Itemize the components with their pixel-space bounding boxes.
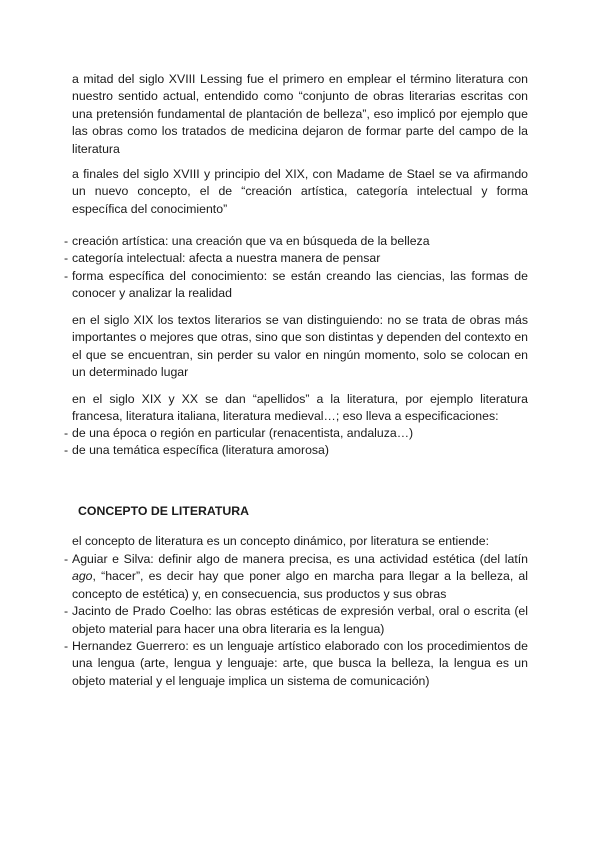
list-dash: - bbox=[64, 639, 69, 654]
list-dash: - bbox=[64, 604, 69, 619]
section-heading: CONCEPTO DE LITERATURA bbox=[78, 504, 250, 518]
list-item: - creación artística: una creación que va en búsqueda de la belleza bbox=[64, 233, 528, 250]
paragraph-apellidos: en el siglo XIX y XX se dan “apellidos” a la literatura, por ejemplo literatura francesa, literatura italiana, literatura medieval…; eso lleva a especificaciones: bbox=[72, 392, 528, 424]
paragraph-concepto-dinamico: el concepto de literatura es un concepto dinámico, por literatura se entiende: bbox=[72, 534, 489, 548]
paragraph-siglo-xix: en el siglo XIX los textos literarios se van distinguiendo: no se trata de obras más importantes o mejores que otras, sino que son distintas y dependen del contexto en el que se encuentran, sin perder su valor en ningún momento, solo se colocan en un determinado lugar bbox=[72, 313, 528, 380]
list-dash: - bbox=[64, 443, 69, 458]
list-item: - categoría intelectual: afecta a nuestra manera de pensar bbox=[64, 250, 528, 267]
list-dash: - bbox=[64, 268, 69, 283]
list-item-coelho: - Jacinto de Prado Coelho: las obras estéticas de expresión verbal, oral o escrita (el objeto material para hacer una obra literaria es la lengua) bbox=[64, 604, 528, 636]
list-item: - de una época o región en particular (renacentista, andaluza…) bbox=[64, 425, 528, 442]
list-item: - forma específica del conocimiento: se están creando las ciencias, las formas de conocer y analizar la realidad bbox=[64, 268, 528, 301]
paragraph-madame-de-stael: a finales del siglo XVIII y principio del XIX, con Madame de Stael se va afirmando un nuevo concepto, el de “creación artística, categoría intelectual y forma específica del conocimiento” bbox=[72, 167, 528, 216]
list-item-aguiar: - Aguiar e Silva: definir algo de manera precisa, es una actividad estética (del latín ago, “hacer”, es decir hay que poner algo en marcha para llegar a la belleza, al concepto de estética) y, en consecuencia, sus productos y sus obras bbox=[64, 552, 528, 601]
list-specifications bbox=[64, 425, 528, 460]
list-concept-aspects bbox=[64, 233, 528, 303]
list-dash: - bbox=[64, 426, 69, 440]
paragraph-lessing: a mitad del siglo XVIII Lessing fue el primero en emplear el término literatura con nuestro sentido actual, entendido como “conjunto de obras literarias escritas con una pretensión fundamental de plantación de belleza”, eso implicó por ejemplo que las obras como los tratados de medicina dejaron de formar parte del campo de la literatura bbox=[72, 72, 528, 156]
list-dash: - bbox=[64, 552, 69, 566]
list-dash: - bbox=[64, 234, 69, 248]
list-item: - de una temática específica (literatura amorosa) bbox=[64, 442, 528, 459]
list-item-guerrero: - Hernandez Guerrero: es un lenguaje artístico elaborado con los procedimientos de una lengua (arte, lengua y lenguaje: arte, que busca la belleza, la lengua es un objeto material y el lenguaje implica un sistema de comunicación) bbox=[64, 639, 528, 688]
list-dash: - bbox=[64, 251, 69, 266]
list-definitions bbox=[64, 551, 528, 690]
